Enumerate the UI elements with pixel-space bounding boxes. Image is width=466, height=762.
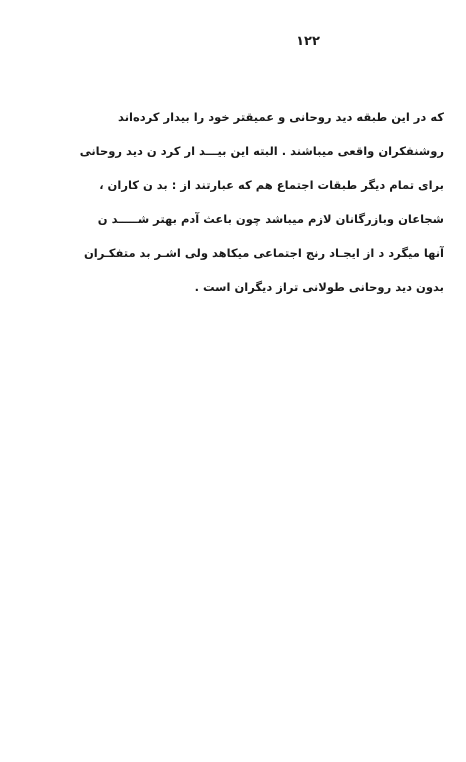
body-paragraph [12,100,444,304]
page-number: ١٢٢ [296,34,320,49]
text-line: آنها میگرد د از ایجـاد رنج اجتماعی میکاهد ولی اشـر بد متفکـران [83,246,444,260]
text-line: شجاعان وبازرگانان لازم میباشد چون باعث آدم بهتر شـــــد ن [97,212,444,226]
text-line: بدون دید روحانی طولانی تراز دیگران است . [194,280,444,294]
text-line: که در این طبقه دید روحانی و عمیقتر خود را بیدار کرده‌اند [118,110,444,124]
text-line: روشنفکران واقعی میباشند . البته این بیـــد ار کرد ن دید روحانی [79,144,444,158]
text-line: برای تمام دیگر طبقات اجتماع هم که عبارتند از : بد ن کاران ، [99,178,444,192]
